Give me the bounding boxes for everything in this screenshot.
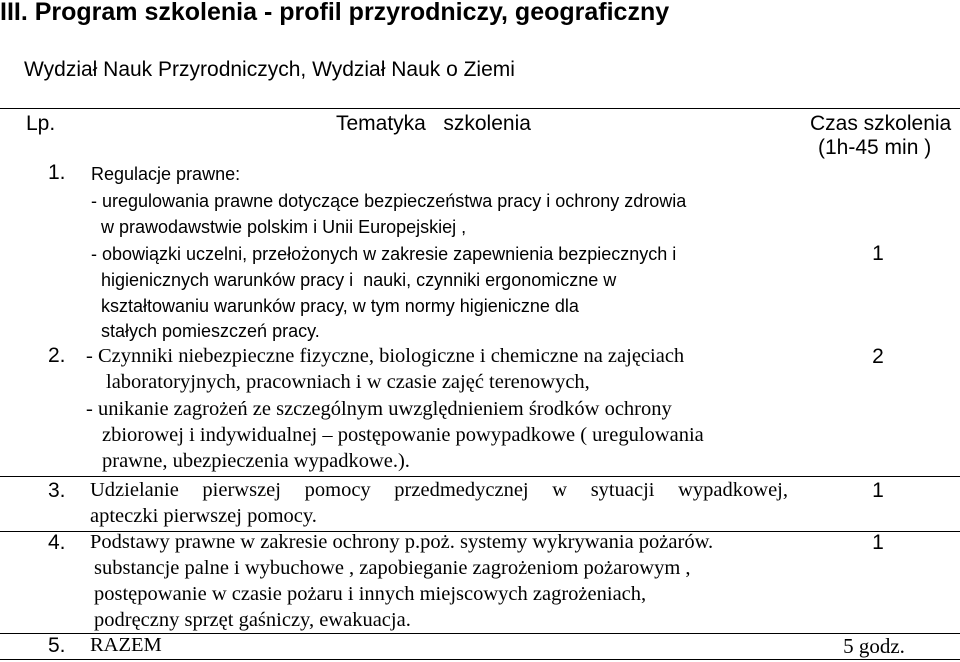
row-number: 5. (48, 634, 66, 657)
header-time-line1: Czas szkolenia (810, 112, 952, 135)
header-time-line2: (1h-45 min ) (818, 136, 932, 159)
row4-line: postępowanie w czasie pożaru i innych miejscowych zagrożeniach, (94, 583, 647, 605)
row-time: 1 (872, 531, 884, 554)
page-title: III. Program szkolenia - profil przyrodniczy, geograficzny (0, 0, 670, 26)
row4-line: podręczny sprzęt gaśniczy, ewakuacja. (94, 609, 411, 631)
table-top-border (0, 108, 960, 109)
row1-line: Regulacje prawne: (91, 164, 241, 184)
row3-line: apteczki pierwszej pomocy. (90, 505, 317, 527)
row2-line: zbiorowej i indywidualnej – postępowanie powypadkowe ( uregulowania (102, 424, 704, 446)
row-number: 1. (48, 161, 66, 184)
row-number: 3. (48, 479, 66, 502)
row-time: 5 godz. (843, 634, 905, 658)
page-subtitle: Wydział Nauk Przyrodniczych, Wydział Nauk o Ziemi (24, 58, 515, 81)
row1-line: stałych pomieszczeń pracy. (91, 321, 320, 341)
row1-line: - obowiązki uczelni, przełożonych w zakresie zapewnienia bezpiecznych i (91, 244, 677, 264)
row3-line-text: Udzielanie pierwszej pomocy przedmedycznej w sytuacji wypadkowej, (90, 479, 788, 501)
row-time: 1 (872, 242, 884, 265)
row2-line: - unikanie zagrożeń ze szczególnym uwzględnieniem środków ochrony (86, 398, 672, 420)
row1-line: kształtowaniu warunków pracy, w tym normy higieniczne dla (91, 296, 579, 316)
row1-line: - uregulowania prawne dotyczące bezpieczeństwa pracy i ochrony zdrowia (91, 191, 687, 211)
table-bottom-border (0, 659, 960, 660)
row4-line: substancje palne i wybuchowe , zapobieganie zagrożeniom pożarowym , (94, 557, 691, 579)
row-number: 4. (48, 531, 66, 554)
header-lp: Lp. (26, 112, 56, 135)
row-time: 2 (872, 345, 884, 368)
row-number: 2. (48, 344, 66, 367)
row2-line: laboratoryjnych, pracowniach i w czasie zajęć terenowych, (106, 371, 590, 393)
header-topic: Tematyka szkolenia (336, 112, 531, 135)
row1-line: w prawodawstwie polskim i Unii Europejskiej , (91, 217, 467, 237)
row4-line: Podstawy prawne w zakresie ochrony p.poż. systemy wykrywania pożarów. (90, 531, 714, 553)
row2-line: prawne, ubezpieczenia wypadkowe.). (102, 450, 410, 472)
row1-line: higienicznych warunków pracy i nauki, czynniki ergonomiczne w (91, 270, 617, 290)
row2-line: - Czynniki niebezpieczne fizyczne, biologiczne i chemiczne na zajęciach (86, 345, 685, 367)
row5-line: RAZEM (90, 634, 162, 656)
row3-line (90, 478, 788, 502)
row-time: 1 (872, 479, 884, 502)
row-divider (0, 476, 960, 477)
